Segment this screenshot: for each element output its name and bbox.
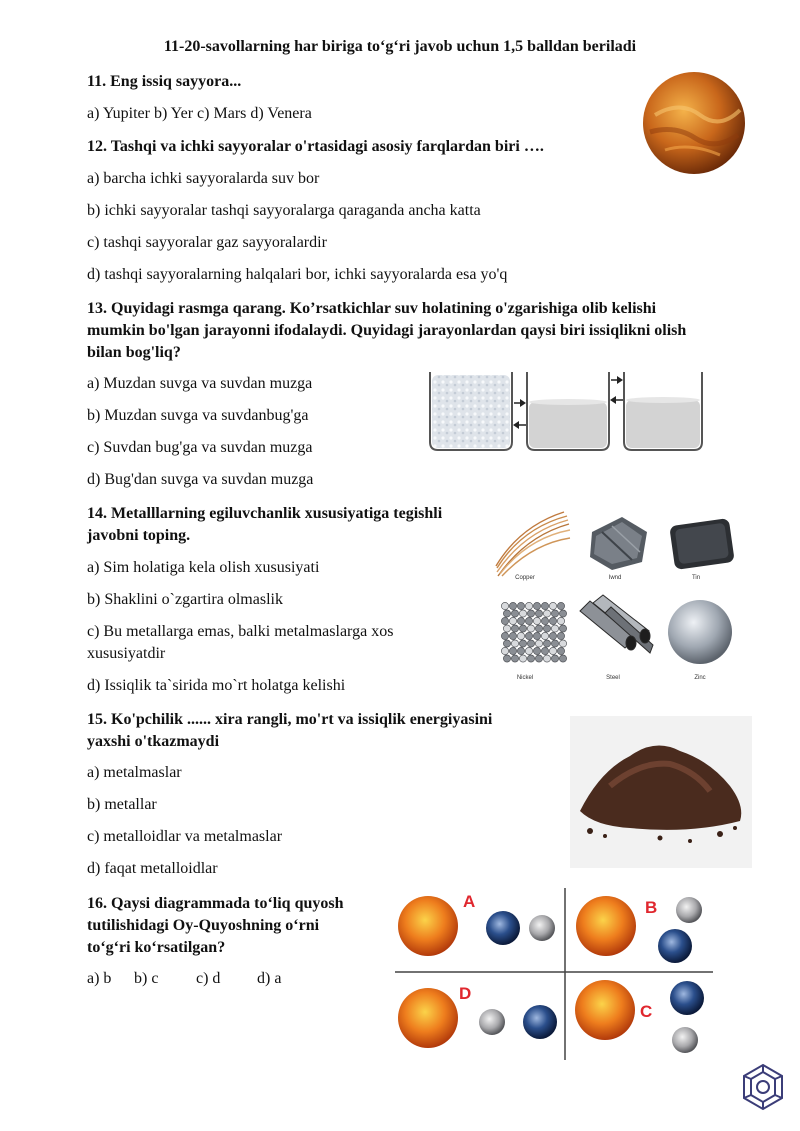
- nickel-ball: [551, 640, 558, 647]
- q16-option-a: a) b: [87, 970, 112, 987]
- caption-zinc: Zinc: [694, 675, 706, 681]
- nickel-ball: [509, 632, 516, 639]
- nickel-ball: [511, 655, 518, 662]
- nickel-ball: [559, 625, 566, 632]
- nickel-ball: [543, 625, 550, 632]
- nickel-ball: [549, 647, 556, 654]
- nickel-ball: [503, 625, 510, 632]
- nickel-ball: [503, 610, 510, 617]
- question-14-line-2: javobni toping.: [87, 527, 191, 544]
- beaker-water: [527, 372, 609, 450]
- moon-icon: [529, 915, 555, 941]
- q16-option-c: c) d: [196, 970, 221, 987]
- earth-icon: [658, 929, 692, 963]
- question-16-line-2: tutilishidagi Oy-Quyoshning o‘rni: [87, 917, 320, 934]
- panel-a: [398, 896, 555, 956]
- nickel-ball: [533, 602, 540, 609]
- q12-option-c: c) tashqi sayyoralar gaz sayyoralardir: [87, 234, 327, 251]
- beaker-steam: [624, 372, 702, 450]
- nickel-ball: [517, 617, 524, 624]
- nickel-ball: [511, 640, 518, 647]
- water-states-diagram: [425, 372, 705, 454]
- nickel-ball: [543, 640, 550, 647]
- question-13-line-2: mumkin bo'lgan jarayonni ifodalaydi. Quyidagi jarayonlardan qaysi biri issiqlikni olish: [87, 322, 687, 339]
- q13-option-a: a) Muzdan suvga va suvdan muzga: [87, 375, 313, 392]
- q14-option-a: a) Sim holatiga kela olish xususiyati: [87, 559, 320, 576]
- nickel-ball: [509, 647, 516, 654]
- q12-option-a: a) barcha ichki sayyoralarda suv bor: [87, 170, 320, 187]
- nickel-ball: [549, 632, 556, 639]
- nickel-ball: [501, 602, 508, 609]
- panel-d: [398, 988, 557, 1048]
- question-15-line-1: 15. Ko'pchilik ...... xira rangli, mo'rt va issiqlik energiyasini: [87, 711, 493, 728]
- q16-option-d: d) a: [257, 970, 282, 987]
- nickel-ball: [541, 617, 548, 624]
- copper-wire-image: [492, 508, 572, 578]
- earth-icon: [486, 911, 520, 945]
- q14-option-c-cont: xususiyatdir: [87, 645, 166, 662]
- panel-label-b: B: [645, 898, 658, 917]
- venus-image: [640, 70, 748, 176]
- nickel-ball: [519, 655, 526, 662]
- arrow-right-icon: [514, 399, 526, 407]
- question-12: 12. Tashqi va ichki sayyoralar o'rtasidagi asosiy farqlardan biri ….: [87, 138, 544, 155]
- earth-icon: [523, 1005, 557, 1039]
- q14-option-c: c) Bu metallarga emas, balki metalmaslarga xos: [87, 623, 394, 640]
- q15-option-b: b) metallar: [87, 796, 157, 813]
- arrow-left-icon: [611, 376, 623, 384]
- nickel-ball: [543, 655, 550, 662]
- question-14-line-1: 14. Metalllarning egiluvchanlik xususiyatiga tegishli: [87, 505, 443, 522]
- q15-option-c: c) metalloidlar va metalmaslar: [87, 828, 283, 845]
- nickel-ball: [501, 632, 508, 639]
- arrow-left-icon: [513, 421, 526, 429]
- question-13-line-3: bilan bog'liq?: [87, 344, 181, 361]
- q13-option-b: b) Muzdan suvga va suvdanbug'ga: [87, 407, 309, 424]
- nickel-ball: [551, 610, 558, 617]
- nickel-ball: [541, 647, 548, 654]
- q15-option-d: d) faqat metalloidlar: [87, 860, 218, 877]
- caption-copper: Copper: [515, 575, 535, 581]
- q14-option-b: b) Shaklini o`zgartira olmaslik: [87, 591, 283, 608]
- nickel-ball: [551, 655, 558, 662]
- nickel-ball: [557, 632, 564, 639]
- nickel-ball: [557, 617, 564, 624]
- sun-icon: [575, 980, 635, 1040]
- question-16-line-1: 16. Qaysi diagrammada to‘liq quyosh: [87, 895, 344, 912]
- nickel-ball: [535, 655, 542, 662]
- nickel-ball: [535, 640, 542, 647]
- nickel-ball: [551, 625, 558, 632]
- moon-icon: [479, 1009, 505, 1035]
- nickel-ball: [541, 602, 548, 609]
- question-11: 11. Eng issiq sayyora...: [87, 73, 242, 90]
- nickel-ball: [517, 602, 524, 609]
- nickel-ball: [549, 617, 556, 624]
- nickel-ball: [559, 655, 566, 662]
- moon-icon: [676, 897, 702, 923]
- panel-label-a: A: [463, 892, 476, 911]
- nickel-ball: [503, 640, 510, 647]
- panel-b: [576, 896, 702, 963]
- q16-option-b: b) c: [134, 970, 159, 987]
- nickel-ball: [511, 625, 518, 632]
- nickel-ball: [527, 625, 534, 632]
- question-16-line-3: to‘g‘ri ko‘rsatilgan?: [87, 939, 226, 956]
- nickel-ball: [519, 625, 526, 632]
- nickel-ball: [501, 647, 508, 654]
- caption-iron: Iwnd: [608, 575, 622, 581]
- nickel-ball: [541, 632, 548, 639]
- nickel-ball: [535, 610, 542, 617]
- q12-option-b: b) ichki sayyoralar tashqi sayyoralarga qaraganda ancha katta: [87, 202, 481, 219]
- nickel-ball: [543, 610, 550, 617]
- nickel-ball: [533, 617, 540, 624]
- q15-option-a: a) metalmaslar: [87, 764, 182, 781]
- nickel-ball: [527, 655, 534, 662]
- nickel-ball: [525, 632, 532, 639]
- soil-pile-image: [570, 716, 752, 868]
- nickel-ball: [525, 647, 532, 654]
- nickel-ball: [527, 640, 534, 647]
- nickel-ball: [509, 602, 516, 609]
- nickel-ball: [525, 602, 532, 609]
- nickel-ball: [519, 640, 526, 647]
- tin-plate-image: [664, 514, 740, 572]
- earth-icon: [670, 981, 704, 1015]
- q11-options: a) Yupiter b) Yer c) Mars d) Venera: [87, 105, 312, 122]
- iron-plates-image: [582, 512, 654, 572]
- nickel-ball: [527, 610, 534, 617]
- nickel-ball: [511, 610, 518, 617]
- q14-option-d: d) Issiqlik ta`sirida mo`rt holatga kelishi: [87, 677, 346, 694]
- nickel-ball: [503, 655, 510, 662]
- panel-label-c: C: [640, 1002, 653, 1021]
- nickel-ball: [559, 610, 566, 617]
- nickel-ball: [549, 602, 556, 609]
- q13-option-c: c) Suvdan bug'ga va suvdan muzga: [87, 439, 313, 456]
- nickel-balls-image: [497, 598, 569, 670]
- sun-icon: [398, 896, 458, 956]
- caption-nickel: Nickel: [516, 675, 534, 681]
- q12-option-d: d) tashqi sayyoralarning halqalari bor, ichki sayyoralarda esa yo'q: [87, 266, 508, 283]
- nickel-ball: [533, 647, 540, 654]
- nickel-ball: [557, 602, 564, 609]
- section-header: 11-20-savollarning har biriga to‘g‘ri javob uchun 1,5 balldan beriladi: [163, 38, 637, 55]
- zinc-ball-image: [664, 598, 736, 668]
- ornament-logo-icon: [740, 1062, 786, 1112]
- caption-tin: Tin: [691, 575, 701, 581]
- nickel-ball: [525, 617, 532, 624]
- question-15-line-2: yaxshi o'tkazmaydi: [87, 733, 220, 750]
- panel-label-d: D: [459, 984, 472, 1003]
- nickel-ball: [517, 647, 524, 654]
- arrow-right-icon: [610, 396, 623, 404]
- nickel-ball: [533, 632, 540, 639]
- nickel-ball: [501, 617, 508, 624]
- question-13-line-1: 13. Quyidagi rasmga qarang. Ko’rsatkichlar suv holatining o'zgarishiga olib kelishi: [87, 300, 657, 317]
- caption-steel: Steel: [606, 675, 620, 681]
- nickel-ball: [517, 632, 524, 639]
- nickel-ball: [557, 647, 564, 654]
- eclipse-diagram-grid: [395, 888, 713, 1060]
- beaker-ice: [430, 372, 512, 450]
- nickel-ball: [535, 625, 542, 632]
- steel-pipes-image: [575, 593, 655, 669]
- q13-option-d: d) Bug'dan suvga va suvdan muzga: [87, 471, 314, 488]
- moon-icon: [672, 1027, 698, 1053]
- sun-icon: [576, 896, 636, 956]
- nickel-ball: [519, 610, 526, 617]
- sun-icon: [398, 988, 458, 1048]
- nickel-ball: [509, 617, 516, 624]
- nickel-ball: [559, 640, 566, 647]
